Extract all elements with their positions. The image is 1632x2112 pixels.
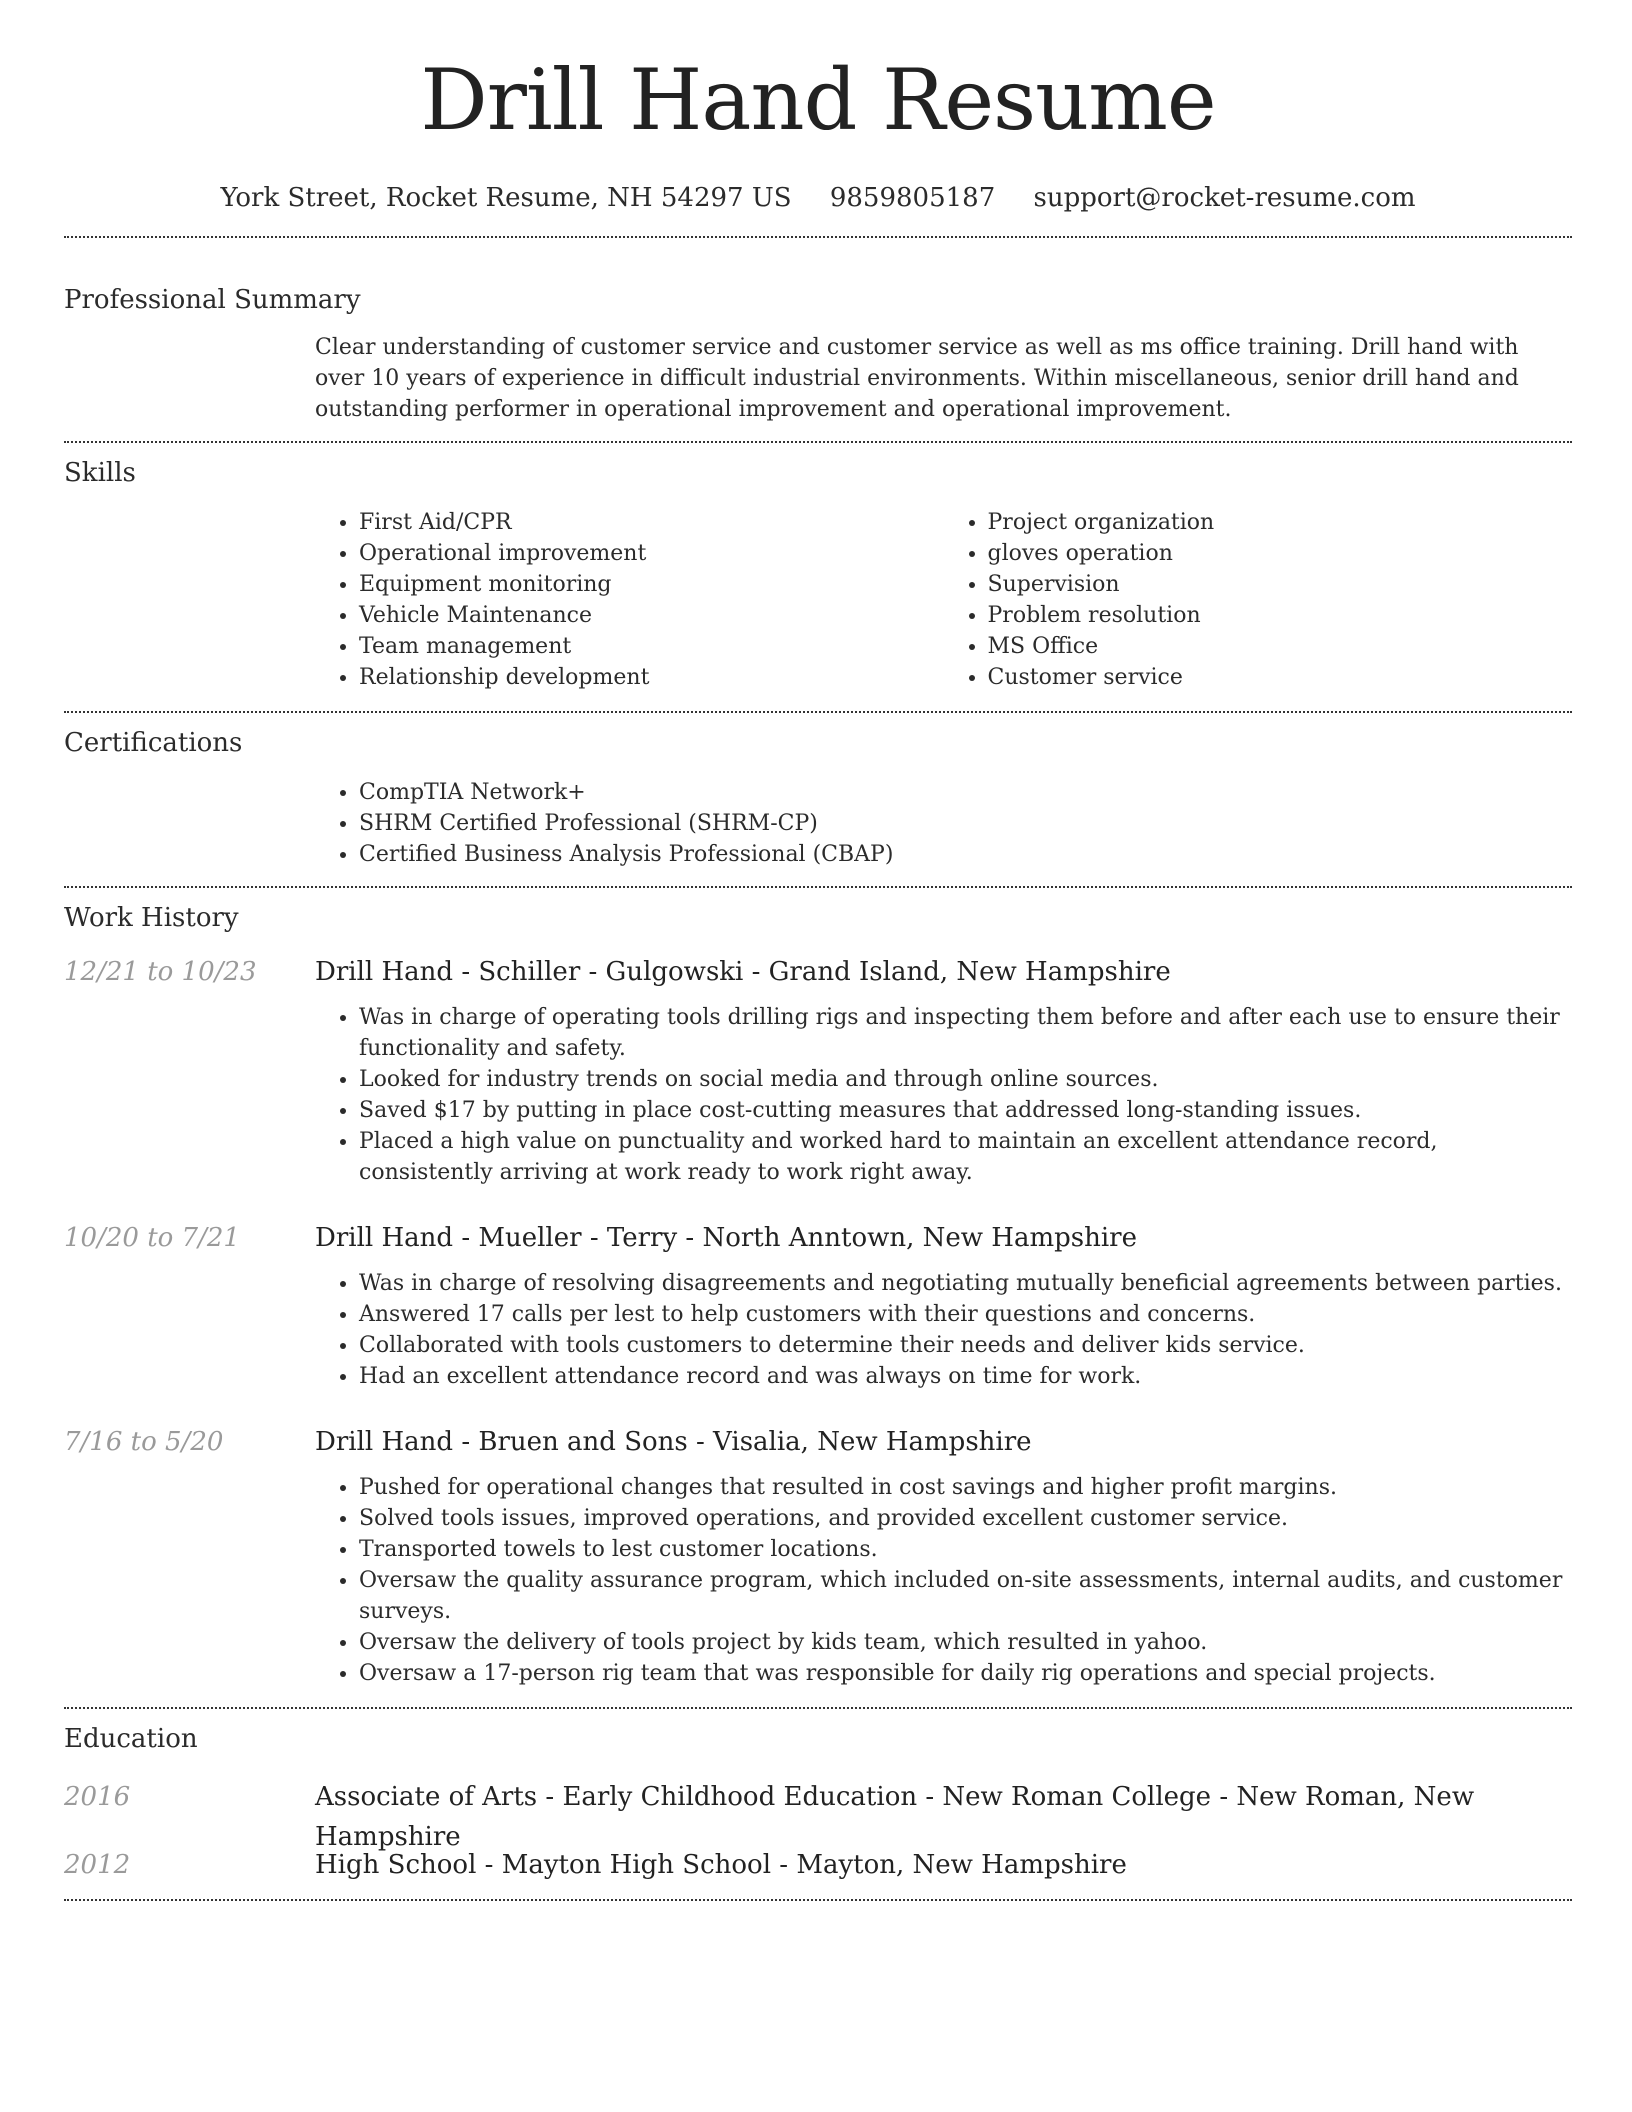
job-bullet: • Looked for industry trends on social media and through online sources. [359, 1064, 1572, 1095]
contact-email: support@rocket-resume.com [1033, 183, 1416, 213]
job-bullet: • Oversaw the delivery of tools project by kids team, which resulted in yahoo. [359, 1627, 1572, 1658]
skills-list-right [944, 507, 1573, 693]
divider [64, 236, 1572, 238]
job-title: Drill Hand - Mueller - Terry - North Anntown, New Hampshire [315, 1223, 1137, 1253]
job-entry [64, 952, 1572, 1188]
job-bullets [315, 1472, 1572, 1689]
skill-item: • gloves operation [988, 538, 1573, 569]
education-section [64, 1719, 1572, 1885]
resume-page [64, 0, 1572, 1901]
summary-section [64, 280, 1572, 425]
job-bullet: • Was in charge of resolving disagreements and negotiating mutually beneficial agreements between parties. [359, 1268, 1572, 1299]
skill-item: • First Aid/CPR [359, 507, 944, 538]
skill-item: • Operational improvement [359, 538, 944, 569]
certification-item: • Certified Business Analysis Professional (CBAP) [359, 839, 1572, 870]
job-bullets [315, 1268, 1572, 1392]
education-year: 2012 [64, 1850, 131, 1880]
certification-item: • SHRM Certified Professional (SHRM-CP) [359, 808, 1572, 839]
education-title: Associate of Arts - Early Childhood Education - New Roman College - New Roman, New Hampshire [315, 1782, 1475, 1852]
skill-item: • Relationship development [359, 662, 944, 693]
divider [64, 1899, 1572, 1901]
job-bullet: • Answered 17 calls per lest to help customers with their questions and concerns. [359, 1299, 1572, 1330]
contact-address: York Street, Rocket Resume, NH 54297 US [220, 183, 792, 213]
job-header [64, 1422, 1572, 1462]
skill-item: • Problem resolution [988, 600, 1573, 631]
job-header [64, 1218, 1572, 1258]
job-bullet: • Pushed for operational changes that resulted in cost savings and higher profit margins. [359, 1472, 1572, 1503]
job-bullet: • Oversaw a 17-person rig team that was responsible for daily rig operations and special projects. [359, 1658, 1572, 1689]
work-history-section [64, 898, 1572, 1689]
skill-item: • MS Office [988, 631, 1573, 662]
skills-list-left [315, 507, 944, 693]
job-header [64, 952, 1572, 992]
job-bullet: • Had an excellent attendance record and was always on time for work. [359, 1361, 1572, 1392]
certifications-heading: Certifications [64, 728, 243, 758]
certification-item: • CompTIA Network+ [359, 777, 1572, 808]
job-bullet: • Was in charge of operating tools drilling rigs and inspecting them before and after each use to ensure their functionality and safety. [359, 1002, 1572, 1064]
divider [64, 1707, 1572, 1709]
certifications-list [315, 777, 1572, 870]
job-dates: 12/21 to 10/23 [64, 957, 257, 987]
summary-text: Clear understanding of customer service and customer service as well as ms office training. Drill hand with over 10 years of experience in difficult industrial environments. Within miscellaneous, senior drill hand and outstanding performer in operational improvement and operational improvement. [315, 335, 1519, 422]
resume-title: Drill Hand Resume [420, 51, 1216, 149]
certifications-section [64, 723, 1572, 870]
work-history-heading: Work History [64, 903, 239, 933]
job-bullet: • Oversaw the quality assurance program, which included on-site assessments, internal audits, and customer surveys. [359, 1565, 1572, 1627]
divider [64, 711, 1572, 713]
skill-item: • Project organization [988, 507, 1573, 538]
certifications-content [315, 777, 1572, 870]
skill-item: • Supervision [988, 569, 1573, 600]
education-entry [64, 1777, 1572, 1852]
job-dates: 7/16 to 5/20 [64, 1427, 224, 1457]
job-details [315, 1472, 1572, 1689]
job-bullet: • Transported towels to lest customer locations. [359, 1534, 1572, 1565]
job-details [315, 1268, 1572, 1392]
job-title: Drill Hand - Schiller - Gulgowski - Grand Island, New Hampshire [315, 957, 1171, 987]
job-entry [64, 1422, 1572, 1689]
skill-item: • Equipment monitoring [359, 569, 944, 600]
divider [64, 886, 1572, 888]
skills-columns [315, 507, 1572, 693]
education-heading: Education [64, 1724, 198, 1754]
job-bullets [315, 1002, 1572, 1188]
skill-item: • Vehicle Maintenance [359, 600, 944, 631]
job-bullet: • Collaborated with tools customers to determine their needs and deliver kids service. [359, 1330, 1572, 1361]
job-entry [64, 1218, 1572, 1392]
skill-item: • Customer service [988, 662, 1573, 693]
contact-line [64, 178, 1572, 218]
contact-phone: 9859805187 [829, 183, 996, 213]
skills-heading: Skills [64, 458, 136, 488]
divider [64, 441, 1572, 443]
job-bullet: • Solved tools issues, improved operations, and provided excellent customer service. [359, 1503, 1572, 1534]
skill-item: • Team management [359, 631, 944, 662]
job-title: Drill Hand - Bruen and Sons - Visalia, New Hampshire [315, 1427, 1032, 1457]
skills-section [64, 453, 1572, 693]
job-dates: 10/20 to 7/21 [64, 1223, 240, 1253]
job-bullet: • Saved $17 by putting in place cost-cutting measures that addressed long-standing issues. [359, 1095, 1572, 1126]
summary-heading: Professional Summary [64, 285, 361, 315]
job-bullet: • Placed a high value on punctuality and worked hard to maintain an excellent attendance record, consistently arriving at work ready to work right away. [359, 1126, 1572, 1188]
education-title: High School - Mayton High School - Mayton, New Hampshire [315, 1850, 1127, 1880]
job-details [315, 1002, 1572, 1188]
education-year: 2016 [64, 1782, 131, 1812]
